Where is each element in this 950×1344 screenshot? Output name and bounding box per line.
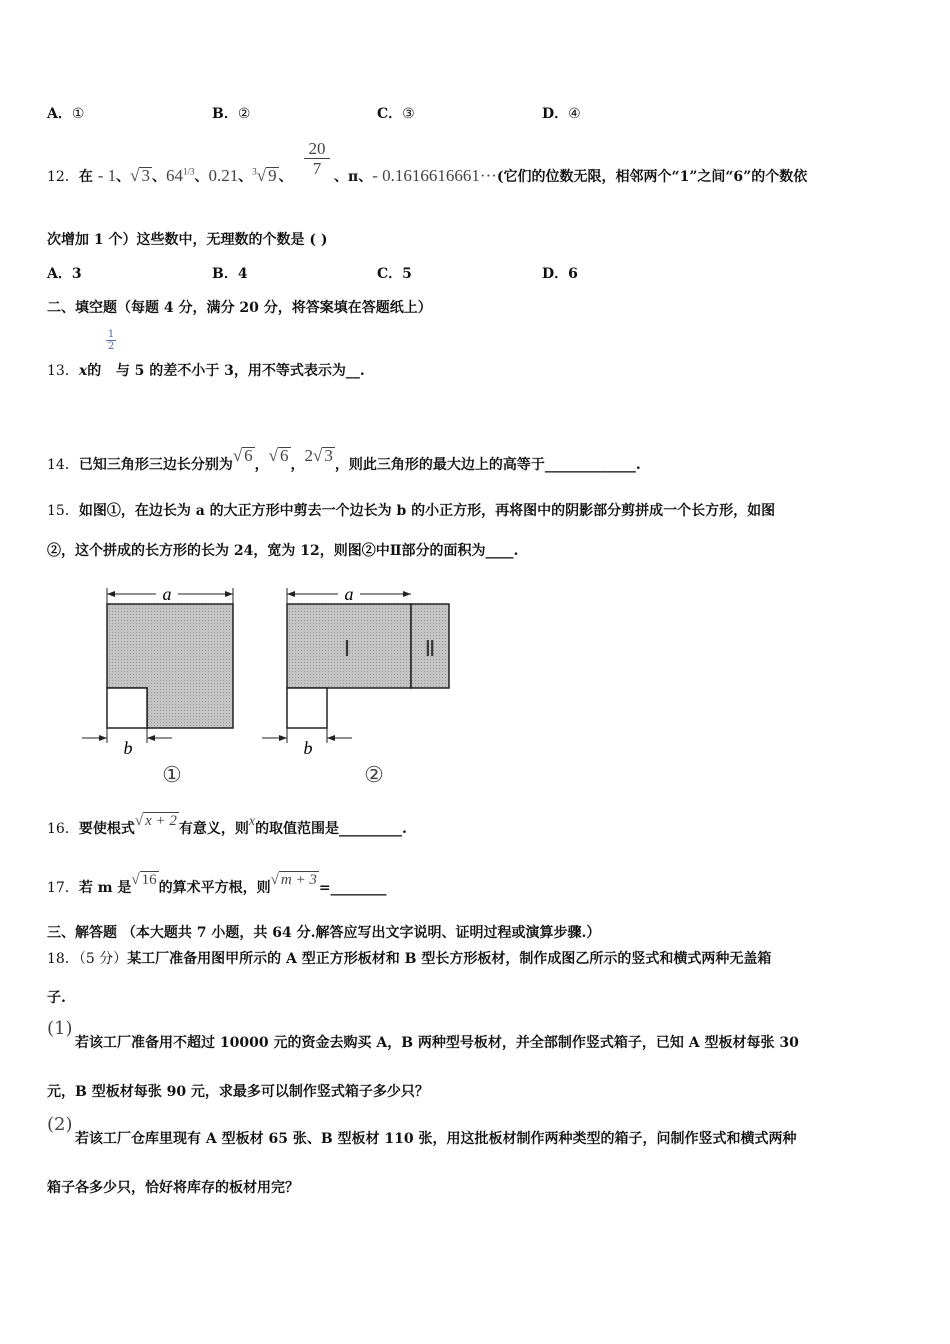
denominator: 2 — [107, 341, 115, 352]
separator: 、 — [358, 169, 373, 185]
q14-text: 已知三角形三边长分别为 — [78, 457, 233, 473]
arrow-right-icon — [99, 735, 107, 741]
q12-option-a — [47, 263, 82, 283]
math-fraction-20-7 — [304, 140, 330, 179]
section-heading-fill-in: 二、填空题（每题 4 分，满分 20 分，将答案填在答题纸上） — [47, 300, 432, 316]
radicand: 16 — [141, 872, 157, 888]
math-sqrt-m-plus-3: √ m + 3 — [270, 872, 317, 888]
math-cbrt9: $^3$√ 9 — [252, 166, 277, 185]
question-number: 15． — [47, 503, 79, 519]
section-heading-solutions: 三、解答题 （本大题共 7 小题，共 64 分.解答应写出文字说明、证明过程或演算步骤.） — [47, 925, 601, 941]
separator: 、 — [151, 169, 166, 185]
figure-1 — [82, 584, 233, 787]
q12-line2: 次增加 1 个）这些数中，无理数的个数是 ( ) — [47, 232, 328, 248]
q12-lead: 在 — [78, 169, 93, 185]
question-16 — [47, 813, 407, 838]
q16-text: 有意义，则 — [178, 821, 249, 837]
separator: ， — [254, 457, 269, 473]
numerator: 20 — [308, 139, 326, 158]
separator: 、 — [116, 169, 131, 185]
arrow-left-icon — [327, 735, 335, 741]
arrow-left-icon — [107, 591, 115, 597]
radicand: m + 3 — [280, 872, 317, 888]
q12-option-d — [542, 263, 578, 283]
separator: 、 — [238, 169, 253, 185]
q13-line — [47, 360, 365, 380]
option-text: ④ — [568, 106, 581, 122]
option-text: ① — [71, 106, 85, 122]
option-letter: C． — [377, 266, 403, 282]
q17-text: =________ — [318, 880, 387, 896]
q15-text: 如图①，在边长为 a 的大正方形中剪去一个边长为 b 的小正方形，再将图中的阴影部分剪拼成一个长方形，如图 — [78, 503, 776, 519]
q18-part1-line2: 元，B 型板材每张 90 元，求最多可以制作竖式箱子多少只？ — [47, 1084, 429, 1100]
radicand: 9 — [268, 166, 277, 185]
question-number: 14． — [47, 457, 79, 473]
denominator: 7 — [304, 158, 330, 179]
math-64-cbrt — [166, 166, 195, 185]
separator: 、 — [334, 169, 348, 185]
arrow-right-icon — [279, 735, 287, 741]
option-letter: A． — [47, 106, 72, 122]
option-text: 5 — [402, 266, 412, 282]
root-index: 3 — [252, 166, 257, 177]
question-14 — [47, 446, 641, 474]
question-number: 13． — [47, 363, 79, 379]
q18-part2-line2: 箱子各多少只，恰好将库存的板材用完？ — [47, 1180, 299, 1196]
radicand: 6 — [280, 446, 289, 465]
radicand: x + 2 — [145, 813, 177, 829]
option-text: ② — [237, 106, 251, 122]
option-letter: A． — [47, 266, 72, 282]
coefficient: 2 — [304, 446, 314, 465]
separator: 、 — [194, 169, 209, 185]
label-region-I: Ⅰ — [343, 636, 351, 661]
q18-part1-mark: (1) — [47, 1018, 73, 1039]
arrow-left-icon — [287, 591, 295, 597]
q18-text: 某工厂准备用图甲所示的 A 型正方形板材和 B 型长方形板材，制作成图乙所示的竖式和横式两种无盖箱 — [127, 951, 772, 967]
q12-option-c — [377, 263, 412, 283]
option-letter: D． — [542, 106, 569, 122]
question-17 — [47, 872, 387, 897]
q11-option-c — [377, 103, 415, 123]
q16-text: 要使根式 — [78, 821, 135, 837]
q17-text: 的算术平方根，则 — [158, 880, 271, 896]
arrow-right-icon — [403, 591, 411, 597]
math-repeating-decimal: 0.21 — [208, 166, 239, 185]
separator: 、 — [278, 169, 293, 185]
math-half-fraction — [106, 329, 116, 352]
label-b: b — [303, 738, 313, 758]
option-letter: D． — [542, 266, 569, 282]
radicand: 3 — [324, 446, 333, 465]
label-region-II: Ⅱ — [424, 636, 436, 661]
math-neg-one: - 1 — [97, 166, 117, 185]
q18-part2-mark: (2) — [47, 1114, 73, 1135]
label-a: a — [162, 584, 172, 604]
q18-line1 — [47, 948, 771, 968]
math-sqrt3: √ 3 — [130, 166, 150, 185]
math-x: x — [78, 363, 88, 379]
radicand: 3 — [141, 166, 150, 185]
q12-line1 — [47, 166, 293, 186]
q18-part1-line1: 若该工厂准备用不超过 10000 元的资金去购买 A，B 两种型号板材，并全部制作竖式箱子，已知 A 型板材每张 30 — [75, 1035, 799, 1051]
q18-score: （5 分） — [78, 951, 128, 967]
option-letter: B． — [212, 106, 238, 122]
figure-2 — [262, 584, 449, 787]
math-sqrt6: √ 6 — [232, 446, 253, 465]
base: 64 — [165, 166, 183, 185]
math-pi: π — [348, 169, 359, 185]
q13-text: 与 5 的差不小于 3，用不等式表示为__. — [115, 363, 365, 379]
q11-option-a — [47, 103, 84, 123]
question-number: 17． — [47, 880, 79, 896]
label-b: b — [123, 738, 133, 758]
math-sqrt-x-plus-2: √ x + 2 — [134, 813, 177, 829]
q12-line1-tail — [334, 166, 807, 186]
option-text: 4 — [237, 266, 248, 282]
label-a: a — [344, 584, 354, 604]
math-sqrt6: √ 6 — [268, 446, 289, 465]
math-2sqrt3: 2√ 3 — [304, 446, 333, 465]
q18-part2-line1: 若该工厂仓库里现有 A 型板材 65 张、B 型板材 110 张，用这批板材制作两种类型的箱子，问制作竖式和横式两种 — [75, 1131, 797, 1147]
math-x: x — [248, 814, 256, 829]
option-text: 6 — [568, 266, 578, 282]
square-figures — [70, 578, 470, 793]
q11-option-d — [542, 103, 581, 123]
option-letter: C． — [377, 106, 403, 122]
math-nonrepeating-decimal: - 0.1616616661··· — [372, 166, 497, 185]
numerator: 1 — [107, 329, 115, 340]
radicand: 6 — [244, 446, 253, 465]
option-text: ③ — [402, 106, 415, 122]
q12-text: (它们的位数无限，相邻两个“1”之间“6”的个数依 — [496, 169, 808, 185]
cut-small-square — [107, 688, 147, 728]
figure-2-caption: ② — [364, 762, 384, 787]
exponent: 1/3 — [182, 166, 195, 177]
q14-text: ，则此三角形的最大边上的高等于_____________. — [334, 457, 641, 473]
small-square — [287, 688, 327, 728]
option-letter: B． — [212, 266, 238, 282]
math-sqrt16: √ 16 — [131, 872, 157, 888]
option-text: 3 — [71, 266, 82, 282]
question-number: 16． — [47, 821, 79, 837]
q13-text: 的 — [87, 363, 102, 379]
question-number: 12． — [47, 169, 79, 185]
q15-line1 — [47, 500, 775, 520]
figure-1-caption: ① — [162, 762, 182, 787]
separator: ， — [290, 457, 305, 473]
q17-text: 若 m 是 — [78, 880, 132, 896]
arrow-right-icon — [225, 591, 233, 597]
question-number: 18． — [47, 951, 79, 967]
q11-option-b — [212, 103, 250, 123]
q16-text: 的取值范围是_________. — [255, 821, 407, 837]
q18-line2: 子. — [47, 990, 66, 1006]
q12-option-b — [212, 263, 248, 283]
q15-line2: ②，这个拼成的长方形的长为 24，宽为 12，则图②中Ⅱ部分的面积为____. — [47, 543, 519, 559]
arrow-left-icon — [147, 735, 155, 741]
